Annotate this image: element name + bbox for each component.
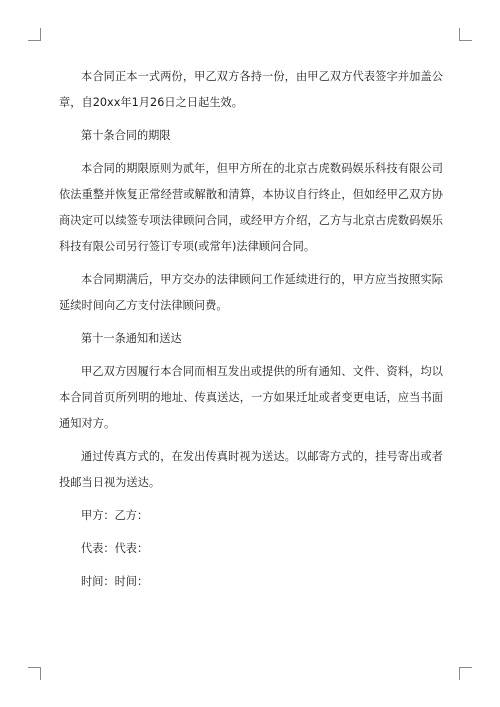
crop-mark-top-left [28,28,41,41]
crop-mark-top-right [459,28,472,41]
paragraph-notice-timing: 通过传真方式的，在发出传真时视为送达。以邮寄方式的，挂号寄出或者投邮当日视为送达。 [59,450,443,489]
paragraph-effective-date: 本合同正本一式两份，甲乙双方各持一份，由甲乙双方代表签字并加盖公章，自20xx年1月26日之日起生效。 [59,70,443,109]
section-heading-notice: 第十一条通知和送达 [81,332,182,345]
paragraph-term-extension: 本合同期满后，甲方交办的法律顾问工作延续进行的，甲方应当按照实际延续时间向乙方支付法律顾问费。 [59,273,443,312]
crop-mark-bottom-left [28,667,41,680]
crop-mark-bottom-right [459,667,472,680]
paragraph-notice-delivery: 甲乙双方因履行本合同而相互发出或提供的所有通知、文件、资料，均以本合同首页所列明的地址、传真送达，一方如果迁址或者变更电话，应当书面通知对方。 [59,365,443,430]
document-body [59,64,443,602]
signature-date-line: 时间：时间： [81,575,149,588]
signature-party-line: 甲方：乙方： [81,509,149,522]
section-heading-term: 第十条合同的期限 [81,129,171,142]
signature-representative-line: 代表：代表： [81,542,149,555]
paragraph-term-duration: 本合同的期限原则为贰年，但甲方所在的北京古虎数码娱乐科技有限公司依法重整并恢复正常经营或解散和清算，本协议自行终止，但如经甲乙双方协商决定可以续签专项法律顾问合同，或经甲方介绍，乙方与北京古虎数码娱乐科技有限公司另行签订专项(或常年)法律顾问合同。 [59,162,443,253]
